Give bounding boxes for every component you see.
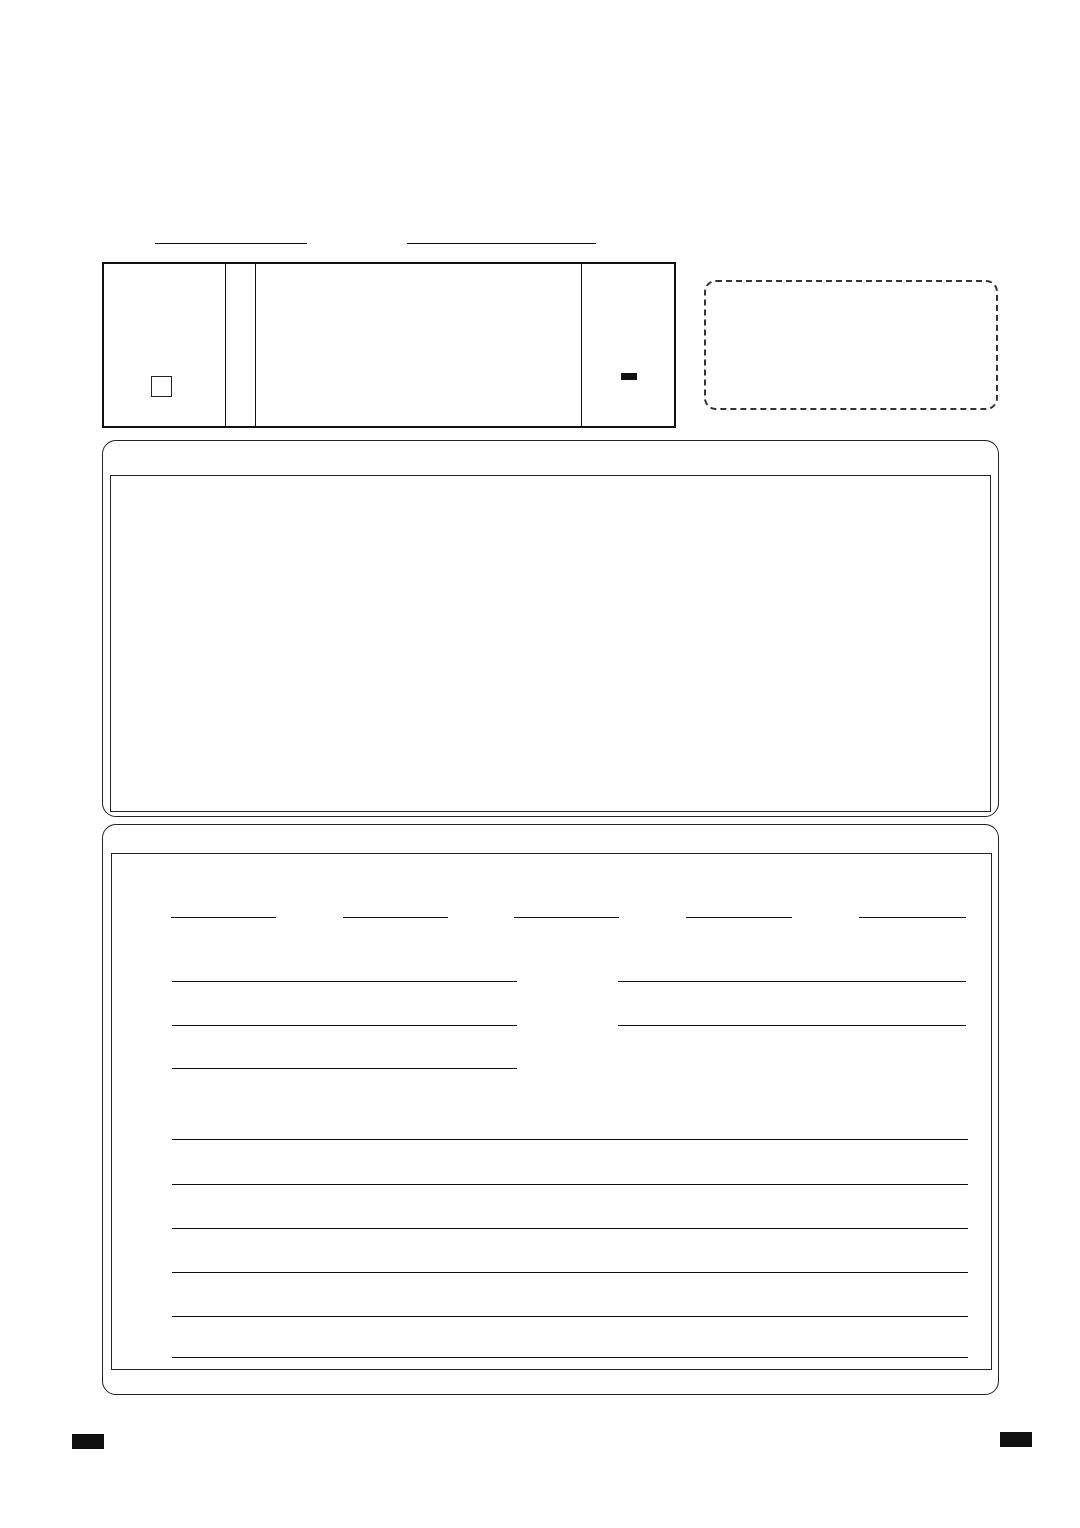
q24-answer-line[interactable] <box>618 1025 966 1026</box>
q17-answer-line[interactable] <box>343 917 448 918</box>
rules-cell <box>256 264 582 426</box>
choice-section <box>102 440 999 817</box>
absent-checkbox[interactable] <box>151 376 172 397</box>
notice-box <box>102 262 676 428</box>
q54-answer-line[interactable] <box>172 1139 968 1140</box>
absent-cell <box>104 264 226 426</box>
corner-mark-bottom-left <box>72 1434 104 1449</box>
sample-cell <box>582 264 674 426</box>
corner-mark-bottom-right <box>1000 1432 1032 1447</box>
q18-answer-line[interactable] <box>514 917 619 918</box>
nonchoice-inner-frame <box>111 853 992 1370</box>
q23-answer-line[interactable] <box>172 1025 517 1026</box>
q58-answer-line-2[interactable] <box>172 1357 968 1358</box>
q20-answer-line[interactable] <box>859 917 966 918</box>
choice-inner-frame <box>110 475 991 812</box>
barcode-area <box>704 280 998 410</box>
q25-answer-line[interactable] <box>172 1068 517 1069</box>
q56-answer-line[interactable] <box>172 1228 968 1229</box>
name-field[interactable] <box>155 243 307 244</box>
q21-answer-line[interactable] <box>172 981 517 982</box>
q22-answer-line[interactable] <box>618 981 966 982</box>
q57-answer-line[interactable] <box>172 1272 968 1273</box>
q55-answer-line[interactable] <box>172 1184 968 1185</box>
q16-answer-line[interactable] <box>171 917 276 918</box>
exam-id-field[interactable] <box>407 243 596 244</box>
sample-filled-mark <box>621 373 637 380</box>
nonchoice-section <box>102 824 999 1395</box>
q58-answer-line[interactable] <box>172 1316 968 1317</box>
attention-cell <box>226 264 256 426</box>
q19-answer-line[interactable] <box>686 917 792 918</box>
